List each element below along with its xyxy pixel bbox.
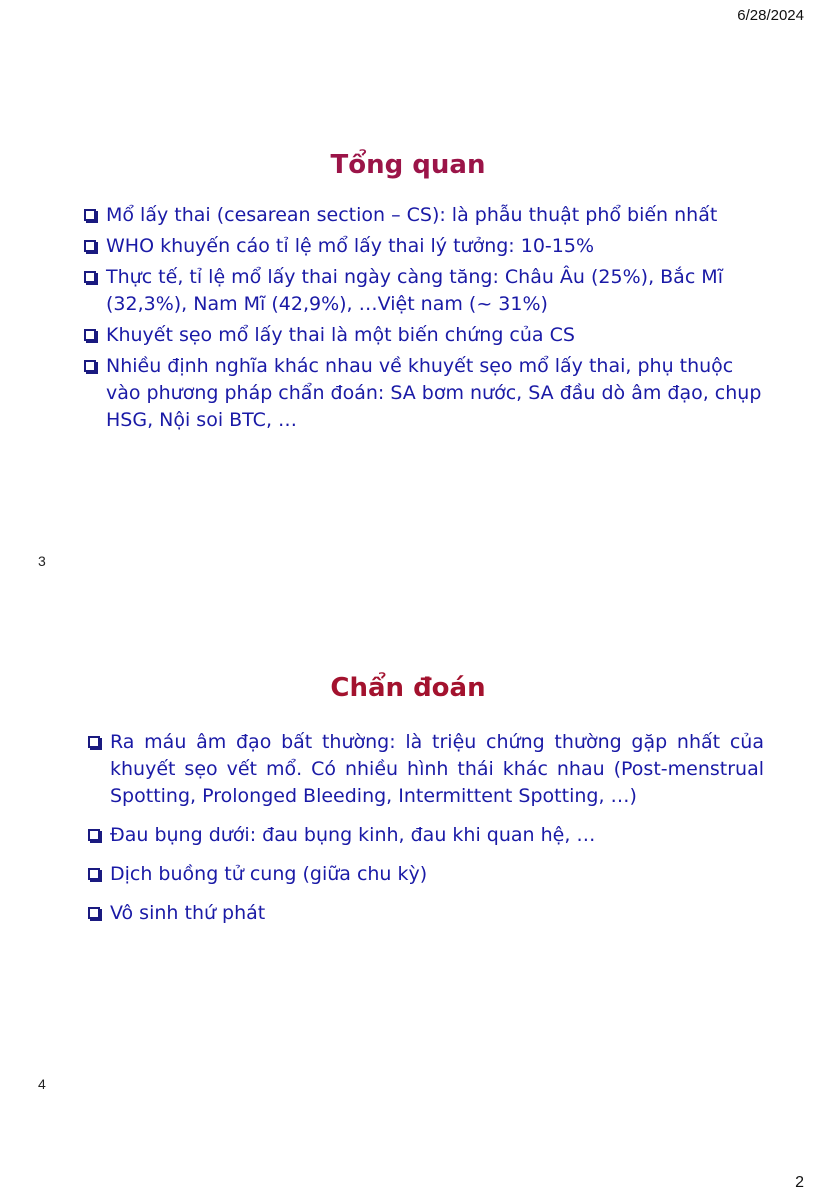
slide-number: 3 [38, 553, 46, 569]
page-number: 2 [795, 1174, 804, 1191]
checkbox-bullet-icon [88, 736, 100, 748]
slide-3-overview [0, 140, 816, 569]
slide-title: Tổng quan [330, 150, 486, 180]
list-item [88, 861, 764, 888]
checkbox-bullet-icon [84, 360, 96, 372]
bullet-text: Thực tế, tỉ lệ mổ lấy thai ngày càng tăng: Châu Âu (25%), Bắc Mĩ (32,3%), Nam Mĩ (42,9%), …Việt nam (~ 31%) [106, 266, 723, 315]
list-item [88, 900, 764, 927]
print-date: 6/28/2024 [737, 7, 804, 24]
bullet-text: Mổ lấy thai (cesarean section – CS): là phẫu thuật phổ biến nhất [106, 204, 718, 226]
bullet-list [84, 202, 764, 438]
list-item [84, 202, 764, 229]
bullet-text: Vô sinh thứ phát [110, 902, 266, 924]
bullet-text: Đau bụng dưới: đau bụng kinh, đau khi quan hệ, … [110, 824, 596, 846]
bullet-text: Dịch buồng tử cung (giữa chu kỳ) [110, 863, 428, 885]
bullet-text: Nhiều định nghĩa khác nhau về khuyết sẹo mổ lấy thai, phụ thuộc vào phương pháp chẩn đoán: SA bơm nước, SA đầu dò âm đạo, chụp HSG, Nội soi BTC, … [106, 355, 762, 431]
checkbox-bullet-icon [84, 240, 96, 252]
checkbox-bullet-icon [84, 209, 96, 221]
bullet-list [88, 729, 764, 939]
list-item [84, 233, 764, 260]
list-item [88, 729, 764, 810]
slide-number: 4 [38, 1076, 46, 1092]
checkbox-bullet-icon [84, 329, 96, 341]
bullet-text: Khuyết sẹo mổ lấy thai là một biến chứng của CS [106, 324, 575, 346]
checkbox-bullet-icon [84, 271, 96, 283]
checkbox-bullet-icon [88, 829, 100, 841]
bullet-text: WHO khuyến cáo tỉ lệ mổ lấy thai lý tưởng: 10-15% [106, 235, 595, 257]
list-item [88, 822, 764, 849]
bullet-text: Ra máu âm đạo bất thường: là triệu chứng thường gặp nhất của khuyết sẹo vết mổ. Có nhiều hình thái khác nhau (Post-menstrual Spotting, Prolonged Bleeding, Intermittent Spotting, …) [110, 731, 764, 807]
list-item [84, 353, 764, 434]
checkbox-bullet-icon [88, 907, 100, 919]
list-item [84, 322, 764, 349]
slide-title: Chẩn đoán [330, 673, 486, 703]
slide-4-diagnosis [0, 665, 816, 1092]
checkbox-bullet-icon [88, 868, 100, 880]
list-item [84, 264, 764, 318]
